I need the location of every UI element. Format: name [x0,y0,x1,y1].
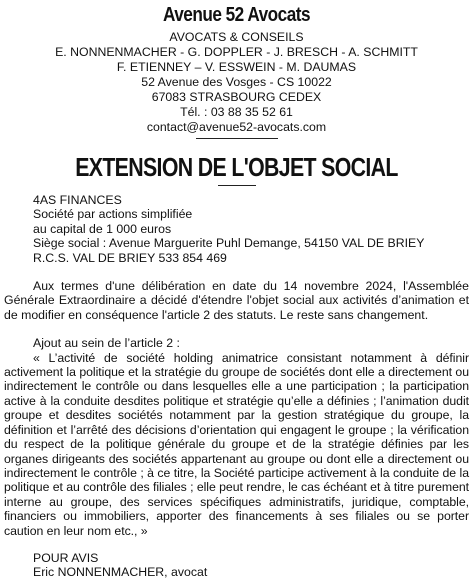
firm-name: Avenue 52 Avocats [162,4,311,26]
signature-block [4,551,469,580]
title-divider [218,185,256,186]
phone: Tél. : 03 88 35 52 61 [180,105,293,119]
address-street: 52 Avenue des Vosges - CS 10022 [141,75,332,89]
header-divider [196,138,278,139]
company-seat: Siège social : Avenue Marguerite Puhl Demange, 54150 VAL DE BRIEY [33,236,425,251]
address-city: 67083 STRASBOURG CEDEX [151,90,322,104]
notice-title: EXTENSION DE L'OBJET SOCIAL [75,152,398,182]
company-name: 4AS FINANCES [33,193,122,207]
firm-header [4,30,469,135]
company-info [4,193,469,265]
email: contact@avenue52-avocats.com [146,120,327,134]
company-form: Société par actions simplifiée [33,207,193,222]
partners-line-1: E. NONNENMACHER - G. DOPPLER - J. BRESCH - A. SCHMITT [55,45,418,59]
article-addition-intro: Ajout au sein de l’article 2 : [33,336,180,351]
article-2-quote: « L’activité de société holding animatrice consistant notamment à définir activement la politique et la stratégie du groupe de sociétés dont elle a directement ou indirectement le contrôle ou dans lesquelles elle a une participation ; la participation active à la conduite desdites politique et stratégie qu’elle a définies ; l’animation dudit groupe et desdites sociétés notamment par la gestion stratégique du groupe, la définition et l’arrêté des décisions d’orientation qui engagent le groupe ; la vérification du respect de la politique générale du groupe et de la stratégie définies par les organes dirigeants des sociétés appartenant au groupe ou dont elle a directement ou indirectement le contrôle ; à ce titre, la Société participe activement à la conduite de la politique et au contrôle des filiales ; elle peut rendre, le cas échéant et à titre purement interne au groupe, des services spécifiques administratifs, juridique, comptable, financiers ou immobiliers, apporter des financements à ses filiales ou se porter caution en leur nom etc., » [4,350,470,538]
signature-pour-avis: POUR AVIS [33,550,99,565]
company-rcs: R.C.S. VAL DE BRIEY 533 854 469 [33,250,227,265]
partners-line-2: F. ETIENNEY – V. ESSWEIN - M. DAUMAS [116,60,357,74]
firm-tagline: AVOCATS & CONSEILS [169,30,304,44]
signature-name: Eric NONNENMACHER, avocat [33,565,208,580]
deliberation-paragraph: Aux termes d'une délibération en date du 14 novembre 2024, l'Assemblée Générale Extraordinaire a décidé d'étendre l'objet social aux activités d’animation et de modifier en conséquence l'article 2 des statuts. Le reste sans changement. [4,279,469,322]
company-capital: au capital de 1 000 euros [33,221,172,236]
